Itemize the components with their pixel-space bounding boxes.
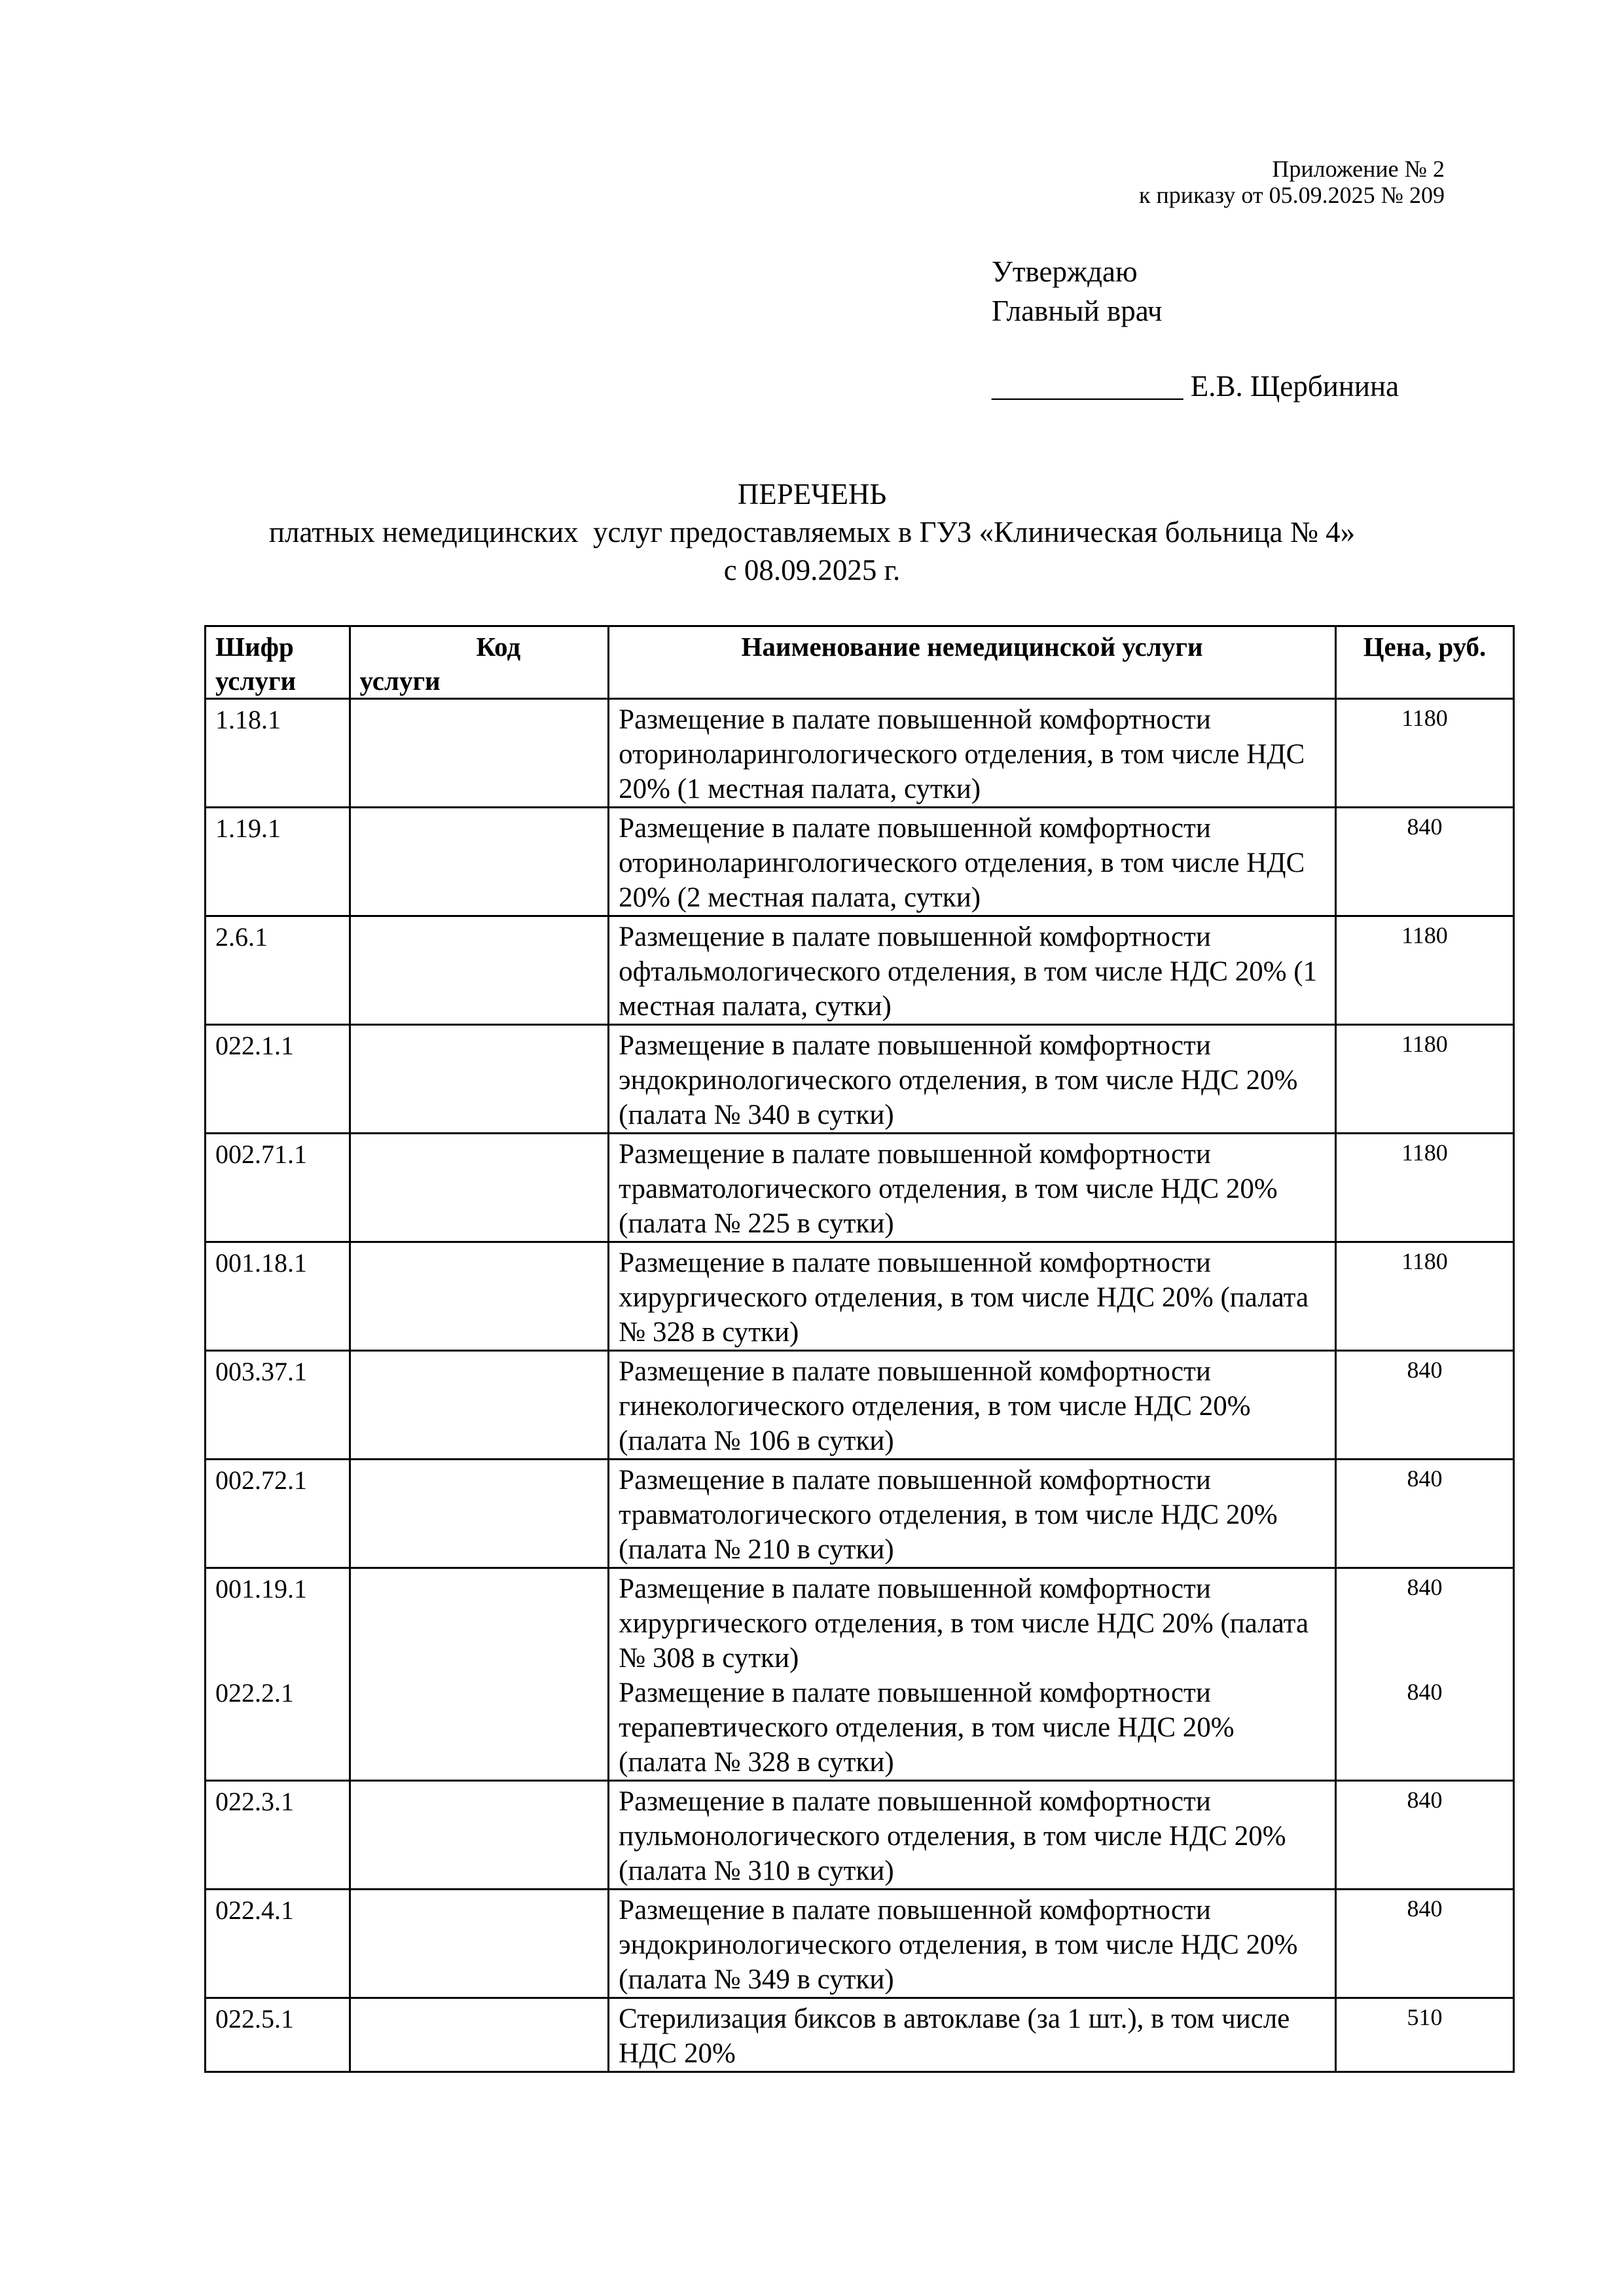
row-service-name: Стерилизация биксов в автоклаве (за 1 шт.), в том числе НДС 20% [609, 1998, 1336, 2072]
row-service-name: Размещение в палате повышенной комфортности хирургического отделения, в том числе НДС 20% (палата № 328 в сутки) [609, 1242, 1336, 1351]
header-cipher-line2: услуги [215, 666, 297, 696]
row-service-name: Размещение в палате повышенной комфортности эндокринологического отделения, в том числе НДС 20% (палата № 340 в сутки) [609, 1025, 1336, 1134]
table-row [206, 699, 1514, 808]
cipher-gap [215, 1606, 340, 1641]
table-row [206, 1998, 1514, 2072]
row-price: 1180 [1335, 1025, 1513, 1134]
service-name-first: Размещение в палате повышенной комфортности хирургического отделения, в том числе НДС 20% (палата № 308 в сутки) [619, 1573, 1309, 1674]
row-code [350, 1242, 609, 1351]
table-header-row [206, 626, 1514, 699]
table-row [206, 1025, 1514, 1134]
header-code-line2: услуги [359, 666, 441, 696]
table-row [206, 916, 1514, 1025]
title-subject: платных немедицинских услуг предоставляемых в ГУЗ «Клиническая больница № 4» [268, 516, 1356, 548]
row-price: 840 [1335, 808, 1513, 916]
row-code [350, 1025, 609, 1134]
row-price: 510 [1335, 1998, 1513, 2072]
header-service-cipher [206, 626, 350, 699]
row-price: 1180 [1335, 916, 1513, 1025]
order-reference: к приказу от 05.09.2025 № 209 [1138, 182, 1445, 208]
row-cipher: 022.3.1 [206, 1781, 350, 1890]
cipher-gap [215, 1641, 340, 1676]
row-price: 1180 [1335, 699, 1513, 808]
table-row [206, 1890, 1514, 1998]
document-title [0, 475, 1624, 589]
row-cipher: 1.18.1 [206, 699, 350, 808]
row-code [350, 1998, 609, 2072]
row-cipher: 1.19.1 [206, 808, 350, 916]
table-row [206, 1460, 1514, 1568]
row-code [350, 916, 609, 1025]
row-code [350, 1134, 609, 1242]
header-code-line1: Код [476, 632, 521, 662]
signature-line: _____________ Е.В. Щербинина [992, 370, 1399, 403]
row-service-name: Размещение в палате повышенной комфортности оториноларингологического отделения, в том числе НДС 20% (2 местная палата, сутки) [609, 808, 1336, 916]
row-code [350, 1351, 609, 1460]
cipher-first: 001.19.1 [215, 1574, 307, 1604]
row-cipher: 2.6.1 [206, 916, 350, 1025]
row-cipher: 003.37.1 [206, 1351, 350, 1460]
service-name-second: Размещение в палате повышенной комфортности терапевтического отделения, в том числе НДС 20% (палата № 328 в сутки) [619, 1677, 1235, 1778]
row-code [350, 1568, 609, 1781]
row-service-name: Размещение в палате повышенной комфортности офтальмологического отделения, в том числе НДС 20% (1 местная палата, сутки) [609, 916, 1336, 1025]
row-price: 1180 [1335, 1242, 1513, 1351]
table-row [206, 1134, 1514, 1242]
header-service-code [350, 626, 609, 699]
row-service-name: Размещение в палате повышенной комфортности пульмонологического отделения, в том числе НДС 20% (палата № 310 в сутки) [609, 1781, 1336, 1890]
header-price: Цена, руб. [1335, 626, 1513, 699]
row-service-name: Размещение в палате повышенной комфортности травматологического отделения, в том числе НДС 20% (палата № 225 в сутки) [609, 1134, 1336, 1242]
table-row-merged [206, 1568, 1514, 1781]
approval-label: Утверждаю [992, 255, 1138, 288]
row-code [350, 1460, 609, 1568]
row-cipher: 022.1.1 [206, 1025, 350, 1134]
table-row [206, 1242, 1514, 1351]
title-date: с 08.09.2025 г. [723, 554, 901, 586]
price-first: 840 [1407, 1574, 1443, 1600]
row-price: 840 [1335, 1460, 1513, 1568]
row-service-name: Размещение в палате повышенной комфортности эндокринологического отделения, в том числе НДС 20% (палата № 349 в сутки) [609, 1890, 1336, 1998]
table-row [206, 1351, 1514, 1460]
row-price: 840 [1335, 1890, 1513, 1998]
approver-position: Главный врач [992, 295, 1163, 327]
row-price: 1180 [1335, 1134, 1513, 1242]
table-row [206, 808, 1514, 916]
price-second: 840 [1407, 1679, 1443, 1705]
row-price [1335, 1568, 1513, 1781]
price-gap [1346, 1603, 1504, 1676]
title-main: ПЕРЕЧЕНЬ [737, 478, 887, 511]
row-service-name [609, 1568, 1336, 1781]
row-code [350, 808, 609, 916]
header-cipher-line1: Шифр [215, 632, 294, 662]
services-table [204, 625, 1515, 2073]
row-code [350, 699, 609, 808]
row-price: 840 [1335, 1351, 1513, 1460]
row-cipher: 002.72.1 [206, 1460, 350, 1568]
header-service-name: Наименование немедицинской услуги [609, 626, 1336, 699]
annex-reference [1139, 156, 1445, 208]
table-row [206, 1781, 1514, 1890]
row-code [350, 1781, 609, 1890]
row-cipher [206, 1568, 350, 1781]
row-code [350, 1890, 609, 1998]
row-cipher: 001.18.1 [206, 1242, 350, 1351]
row-service-name: Размещение в палате повышенной комфортности оториноларингологического отделения, в том числе НДС 20% (1 местная палата, сутки) [609, 699, 1336, 808]
row-cipher: 022.4.1 [206, 1890, 350, 1998]
annex-number: Приложение № 2 [1272, 156, 1445, 182]
row-cipher: 022.5.1 [206, 1998, 350, 2072]
row-service-name: Размещение в палате повышенной комфортности травматологического отделения, в том числе НДС 20% (палата № 210 в сутки) [609, 1460, 1336, 1568]
cipher-second: 022.2.1 [215, 1678, 294, 1708]
row-service-name: Размещение в палате повышенной комфортности гинекологического отделения, в том числе НДС 20% (палата № 106 в сутки) [609, 1351, 1336, 1460]
row-cipher: 002.71.1 [206, 1134, 350, 1242]
row-price: 840 [1335, 1781, 1513, 1890]
approval-block [992, 252, 1399, 406]
